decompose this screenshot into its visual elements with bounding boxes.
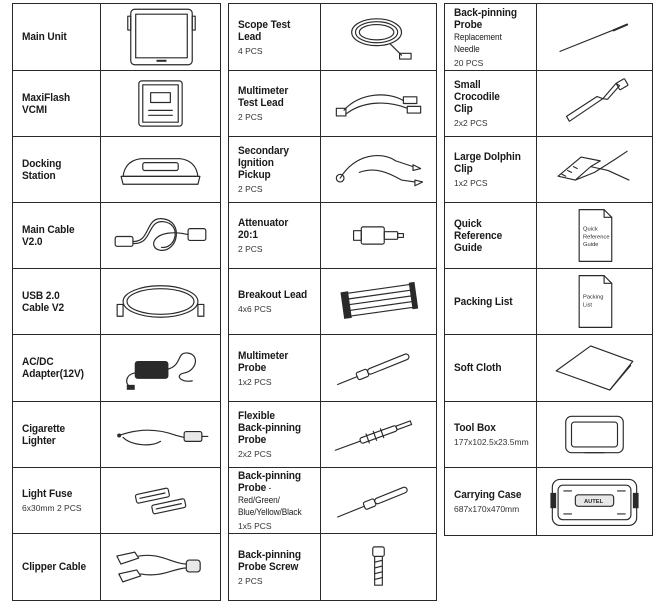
large-dolphin-clip-icon — [537, 137, 652, 202]
item-name: Soft Cloth — [454, 362, 502, 374]
item-name: Small Crocodile Clip — [454, 79, 500, 115]
doc-line: List — [583, 302, 592, 309]
item-name: Main Unit — [22, 31, 67, 43]
attenuator-icon — [321, 203, 436, 268]
list-item — [445, 4, 652, 71]
item-name: Quick Reference Guide — [454, 217, 503, 254]
needle-icon — [537, 4, 652, 70]
list-item — [13, 335, 220, 402]
item-name: AC/DC Adapter(12V) — [22, 356, 84, 380]
item-name: Back-pinning Probe Screw — [238, 548, 301, 573]
item-name: Scope Test Lead — [238, 18, 291, 43]
item-quantity: 4x6 PCS — [238, 304, 272, 314]
item-quantity: 2 PCS — [238, 575, 263, 586]
list-item — [445, 269, 652, 335]
item-name: Multimeter Probe — [238, 349, 289, 374]
brand-logo: AUTEL — [583, 498, 604, 505]
item-quantity: 177x102.5x23.5mm — [454, 437, 529, 447]
usb-cable-icon — [101, 269, 220, 334]
list-item — [229, 468, 436, 534]
item-name-sub: Replacement Needle — [454, 31, 502, 54]
item-name: Cigarette Lighter — [22, 422, 66, 447]
list-item — [13, 4, 220, 71]
back-pinning-probe-icon — [321, 468, 436, 533]
list-item — [13, 71, 220, 137]
list-item — [229, 269, 436, 335]
list-item — [229, 137, 436, 203]
list-item — [445, 468, 652, 535]
item-name — [238, 470, 308, 518]
document-icon — [537, 203, 652, 268]
tablet-icon — [101, 4, 220, 70]
list-item — [13, 468, 220, 534]
vcmi-box-icon — [101, 71, 220, 136]
item-name — [454, 7, 524, 55]
multimeter-probe-icon — [321, 335, 436, 401]
item-name: Large Dolphin Clip — [454, 151, 521, 175]
item-name-sub: - Red/Green/ Blue/Yellow/Black — [238, 483, 302, 517]
list-item — [13, 203, 220, 269]
list-item — [445, 71, 652, 137]
multimeter-lead-icon — [321, 71, 436, 136]
carrying-case-icon — [537, 468, 652, 535]
item-name: MaxiFlash VCMI — [22, 91, 71, 116]
item-name: Multimeter Test Lead — [238, 85, 289, 109]
list-item — [13, 137, 220, 203]
list-item — [445, 402, 652, 468]
item-quantity: 687x170x470mm — [454, 504, 520, 514]
item-quantity: 2 PCS — [238, 112, 263, 122]
item-name: Clipper Cable — [22, 561, 87, 573]
list-item — [13, 402, 220, 468]
fuse-icon — [101, 468, 220, 533]
item-quantity: 1x2 PCS — [454, 178, 488, 188]
item-name: Flexible Back-pinning Probe — [238, 410, 301, 446]
item-quantity: 1x2 PCS — [238, 376, 272, 387]
item-quantity: 2x2 PCS — [454, 118, 488, 128]
flexible-probe-icon — [321, 402, 436, 467]
item-quantity: 2 PCS — [238, 184, 263, 194]
document-icon — [537, 269, 652, 334]
list-item — [229, 203, 436, 269]
list-item — [13, 269, 220, 335]
item-quantity: 6x30mm 2 PCS — [22, 503, 82, 513]
item-name-main: Back-pinning Probe — [454, 6, 517, 31]
main-cable-icon — [101, 203, 220, 268]
item-quantity: 2x2 PCS — [238, 449, 272, 459]
accessory-column-2 — [228, 3, 437, 601]
item-name: Carrying Case — [454, 489, 522, 501]
item-quantity: 20 PCS — [454, 57, 484, 68]
item-name: Breakout Lead — [238, 289, 308, 301]
cloth-icon — [537, 335, 652, 401]
accessory-column-1 — [12, 3, 221, 601]
list-item — [445, 335, 652, 402]
doc-line: Reference — [583, 234, 610, 241]
item-name: Docking Station — [22, 157, 62, 182]
clipper-cable-icon — [101, 534, 220, 600]
item-name: Packing List — [454, 295, 513, 308]
item-quantity: 4 PCS — [238, 45, 263, 56]
doc-line: Guide — [583, 242, 599, 249]
accessory-column-3 — [444, 3, 653, 536]
item-name-main: Back-pinning Probe — [238, 470, 301, 494]
item-name: Light Fuse — [22, 488, 73, 500]
item-quantity: 2 PCS — [238, 244, 263, 254]
docking-station-icon — [101, 137, 220, 202]
ignition-pickup-icon — [321, 137, 436, 202]
cigarette-lighter-cable-icon — [101, 402, 220, 467]
item-name: Secondary Ignition Pickup — [238, 145, 289, 181]
doc-line: Quick — [583, 226, 598, 233]
list-item — [229, 402, 436, 468]
breakout-lead-icon — [321, 269, 436, 334]
list-item — [445, 203, 652, 269]
list-item — [229, 4, 436, 71]
power-adapter-icon — [101, 335, 220, 401]
item-name: Tool Box — [454, 422, 496, 434]
item-name: USB 2.0 Cable V2 — [22, 289, 65, 314]
item-name: Attenuator 20:1 — [238, 217, 289, 241]
item-name: Main Cable V2.0 — [22, 223, 75, 248]
coiled-lead-icon — [321, 4, 436, 70]
list-item — [229, 335, 436, 402]
list-item — [13, 534, 220, 600]
probe-screw-icon — [321, 534, 436, 600]
doc-line: Packing — [583, 294, 604, 301]
small-crocodile-clip-icon — [537, 71, 652, 136]
item-quantity: 1x5 PCS — [238, 521, 272, 531]
list-item — [229, 71, 436, 137]
list-item — [229, 534, 436, 600]
tool-box-icon — [537, 402, 652, 467]
list-item — [445, 137, 652, 203]
